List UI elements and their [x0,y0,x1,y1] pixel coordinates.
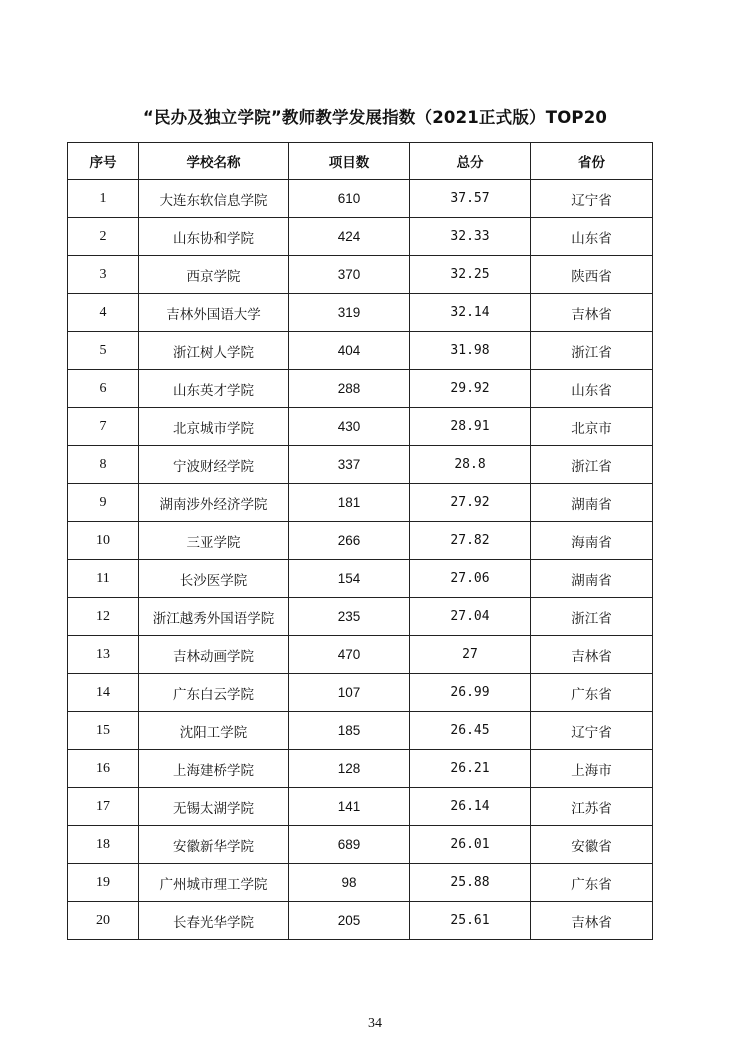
cell-rank: 1 [68,180,139,218]
header-province: 省份 [531,143,653,180]
table-row [68,522,653,560]
cell-score: 27 [410,636,531,674]
cell-school: 长沙医学院 [139,560,289,598]
cell-rank: 2 [68,218,139,256]
cell-rank: 8 [68,446,139,484]
cell-rank: 5 [68,332,139,370]
cell-score: 28.91 [410,408,531,446]
cell-score: 26.99 [410,674,531,712]
cell-province: 吉林省 [531,294,653,332]
cell-school: 吉林动画学院 [139,636,289,674]
cell-school: 大连东软信息学院 [139,180,289,218]
cell-projects: 128 [289,750,410,788]
cell-projects: 430 [289,408,410,446]
cell-school: 西京学院 [139,256,289,294]
table-row [68,180,653,218]
table-row [68,636,653,674]
cell-projects: 610 [289,180,410,218]
cell-projects: 470 [289,636,410,674]
table-row [68,826,653,864]
cell-score: 32.33 [410,218,531,256]
cell-projects: 424 [289,218,410,256]
cell-score: 27.82 [410,522,531,560]
cell-province: 陕西省 [531,256,653,294]
cell-projects: 181 [289,484,410,522]
table-row [68,902,653,940]
cell-province: 江苏省 [531,788,653,826]
cell-school: 无锡太湖学院 [139,788,289,826]
cell-projects: 266 [289,522,410,560]
cell-projects: 98 [289,864,410,902]
cell-school: 北京城市学院 [139,408,289,446]
page-number: 34 [368,1016,382,1031]
table-row [68,256,653,294]
table-row [68,408,653,446]
cell-rank: 19 [68,864,139,902]
cell-projects: 185 [289,712,410,750]
cell-score: 27.06 [410,560,531,598]
cell-score: 32.25 [410,256,531,294]
cell-rank: 9 [68,484,139,522]
cell-rank: 15 [68,712,139,750]
cell-score: 25.61 [410,902,531,940]
table-row [68,560,653,598]
cell-score: 26.45 [410,712,531,750]
cell-school: 山东协和学院 [139,218,289,256]
cell-school: 山东英才学院 [139,370,289,408]
cell-province: 海南省 [531,522,653,560]
cell-school: 三亚学院 [139,522,289,560]
header-school: 学校名称 [139,143,289,180]
table-row [68,484,653,522]
cell-province: 安徽省 [531,826,653,864]
cell-rank: 3 [68,256,139,294]
table-row [68,332,653,370]
table-row [68,218,653,256]
cell-projects: 141 [289,788,410,826]
cell-score: 27.04 [410,598,531,636]
cell-rank: 20 [68,902,139,940]
cell-score: 27.92 [410,484,531,522]
cell-province: 北京市 [531,408,653,446]
cell-province: 浙江省 [531,598,653,636]
cell-rank: 10 [68,522,139,560]
table-row [68,750,653,788]
cell-school: 安徽新华学院 [139,826,289,864]
cell-school: 吉林外国语大学 [139,294,289,332]
cell-score: 25.88 [410,864,531,902]
cell-score: 26.21 [410,750,531,788]
cell-rank: 6 [68,370,139,408]
cell-rank: 13 [68,636,139,674]
cell-province: 广东省 [531,864,653,902]
cell-projects: 370 [289,256,410,294]
table-row [68,712,653,750]
cell-projects: 337 [289,446,410,484]
cell-school: 长春光华学院 [139,902,289,940]
cell-province: 辽宁省 [531,712,653,750]
header-rank: 序号 [68,143,139,180]
header-projects: 项目数 [289,143,410,180]
cell-score: 26.14 [410,788,531,826]
cell-province: 辽宁省 [531,180,653,218]
cell-rank: 7 [68,408,139,446]
cell-rank: 14 [68,674,139,712]
table-row [68,788,653,826]
cell-province: 山东省 [531,370,653,408]
cell-projects: 404 [289,332,410,370]
table-row [68,864,653,902]
cell-rank: 16 [68,750,139,788]
cell-rank: 18 [68,826,139,864]
cell-projects: 319 [289,294,410,332]
table-row [68,446,653,484]
cell-province: 上海市 [531,750,653,788]
cell-rank: 4 [68,294,139,332]
cell-school: 宁波财经学院 [139,446,289,484]
table-header-row [68,143,653,180]
cell-province: 浙江省 [531,332,653,370]
cell-score: 29.92 [410,370,531,408]
cell-score: 26.01 [410,826,531,864]
cell-projects: 288 [289,370,410,408]
table-row [68,598,653,636]
cell-projects: 107 [289,674,410,712]
cell-score: 32.14 [410,294,531,332]
cell-projects: 235 [289,598,410,636]
cell-score: 37.57 [410,180,531,218]
cell-score: 31.98 [410,332,531,370]
cell-projects: 689 [289,826,410,864]
cell-province: 吉林省 [531,636,653,674]
document-title: “民办及独立学院”教师教学发展指数（2021正式版）TOP20 [142,108,608,127]
table-row [68,370,653,408]
cell-school: 上海建桥学院 [139,750,289,788]
cell-school: 广东白云学院 [139,674,289,712]
ranking-table [67,142,653,940]
cell-school: 湖南涉外经济学院 [139,484,289,522]
cell-projects: 205 [289,902,410,940]
cell-school: 沈阳工学院 [139,712,289,750]
cell-projects: 154 [289,560,410,598]
cell-school: 浙江树人学院 [139,332,289,370]
header-score: 总分 [410,143,531,180]
cell-province: 湖南省 [531,560,653,598]
cell-school: 浙江越秀外国语学院 [139,598,289,636]
cell-school: 广州城市理工学院 [139,864,289,902]
cell-score: 28.8 [410,446,531,484]
table-row [68,294,653,332]
table-body [68,180,653,940]
cell-rank: 12 [68,598,139,636]
cell-rank: 17 [68,788,139,826]
cell-province: 湖南省 [531,484,653,522]
cell-province: 广东省 [531,674,653,712]
cell-province: 浙江省 [531,446,653,484]
table-row [68,674,653,712]
cell-province: 山东省 [531,218,653,256]
cell-rank: 11 [68,560,139,598]
cell-province: 吉林省 [531,902,653,940]
